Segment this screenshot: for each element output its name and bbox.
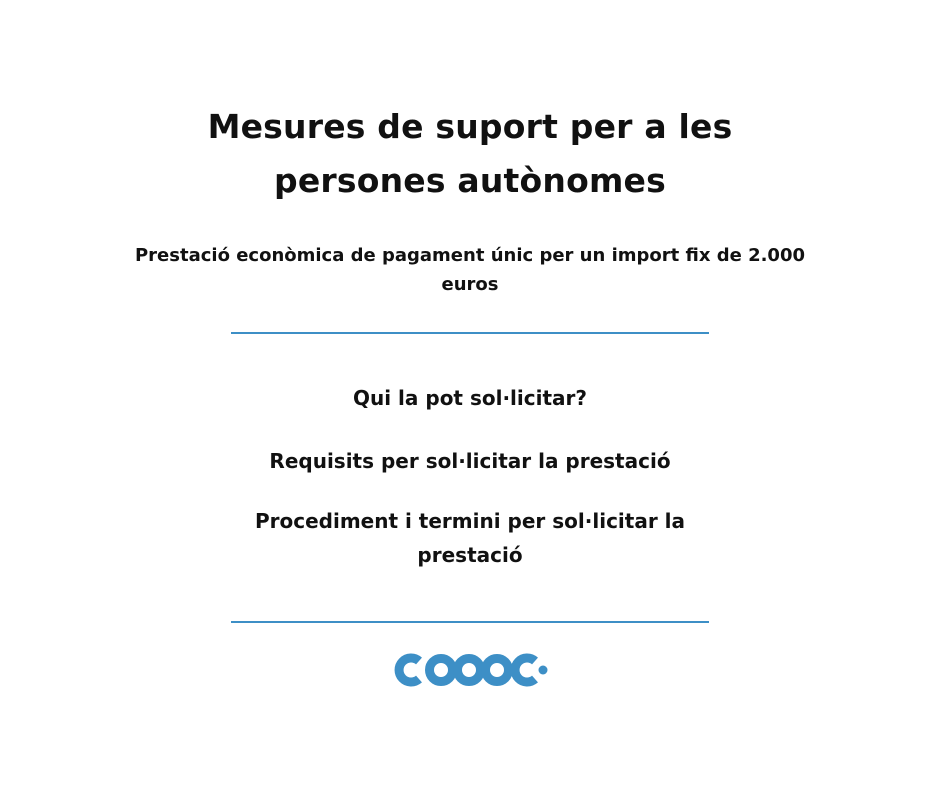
- page-title: Mesures de suport per a les persones autònomes: [207, 107, 733, 200]
- link-procedure-deadline[interactable]: Procediment i termini per sol·licitar la prestació: [254, 509, 686, 567]
- coooc-logo: [390, 650, 550, 690]
- link-who-can-apply[interactable]: Qui la pot sol·licitar?: [353, 386, 587, 410]
- divider-bottom: [231, 621, 709, 623]
- divider-top: [231, 332, 709, 334]
- page-subtitle: Prestació econòmica de pagament únic per un import fix de 2.000 euros: [134, 245, 806, 295]
- link-requirements[interactable]: Requisits per sol·licitar la prestació: [269, 449, 671, 473]
